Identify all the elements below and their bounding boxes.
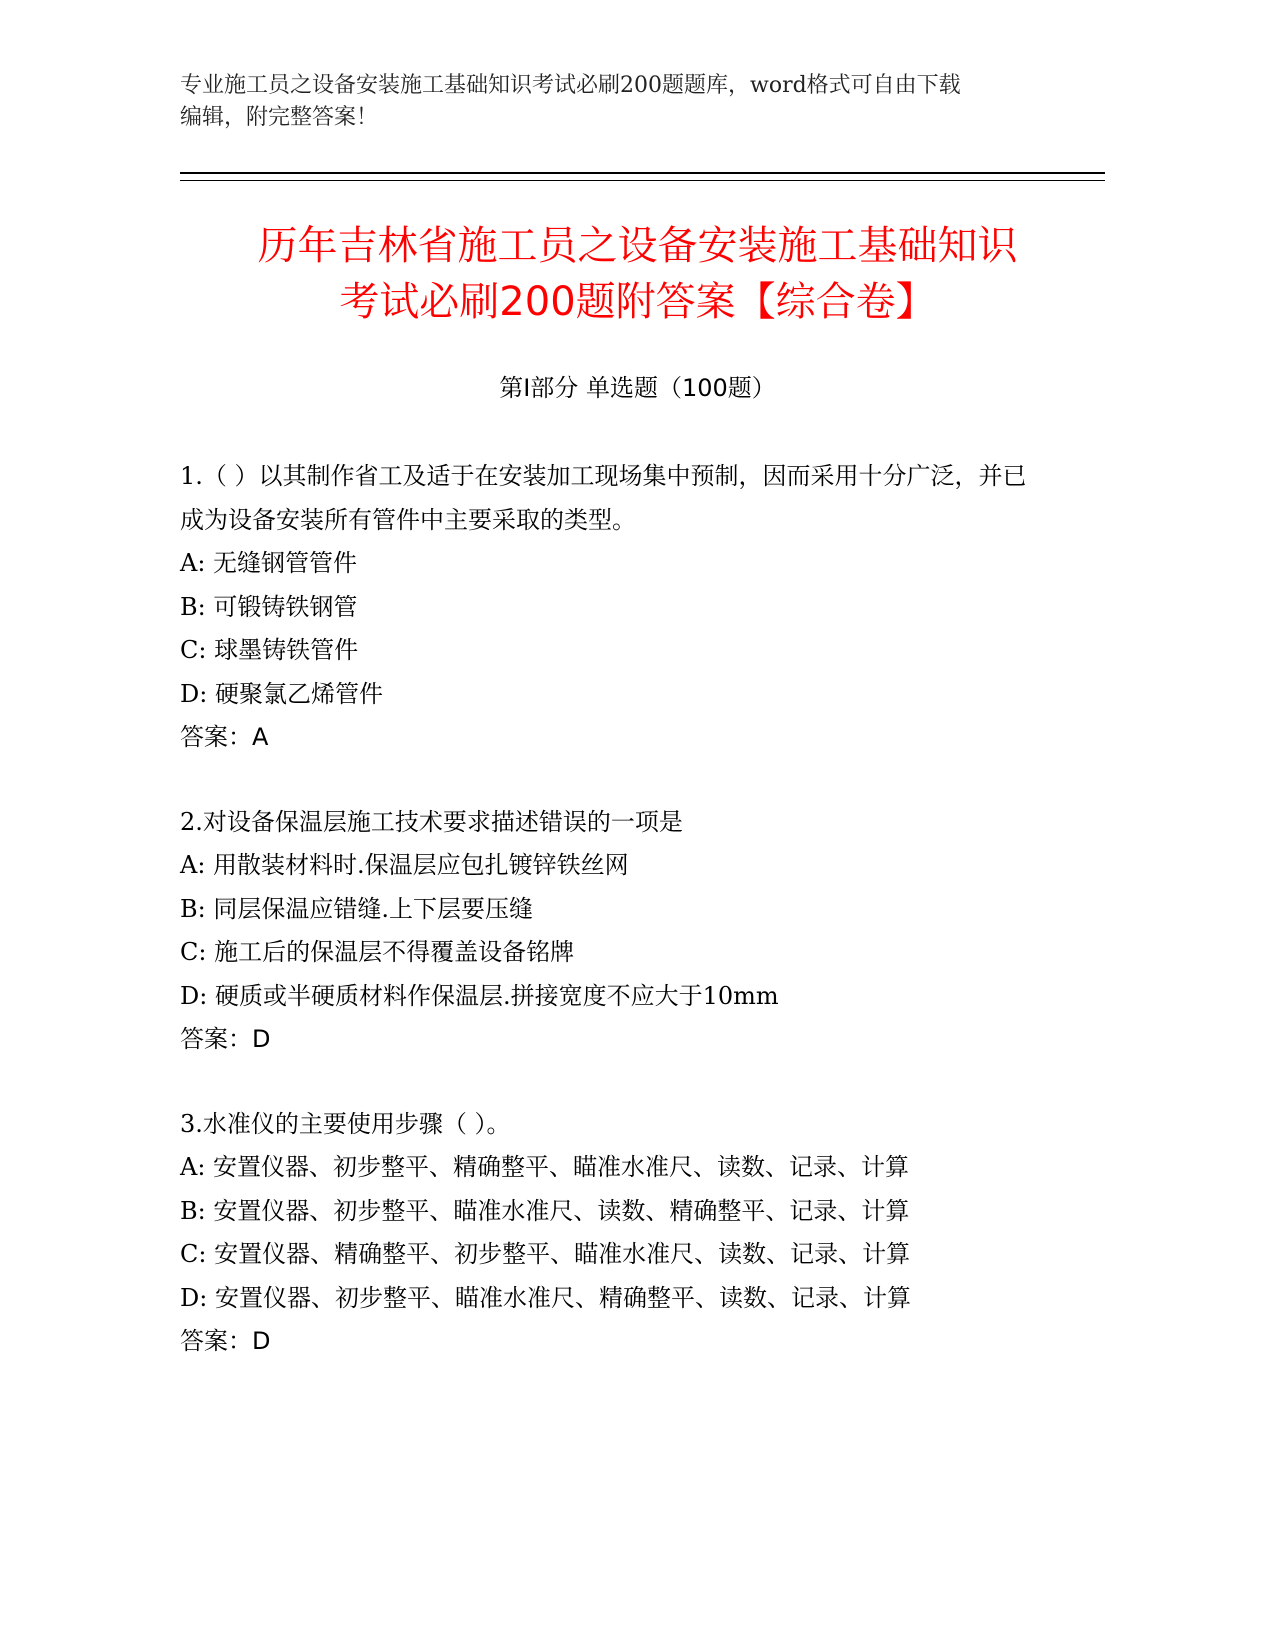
option-d: D: 硬聚氯乙烯管件 <box>180 679 383 708</box>
option-a: A: 无缝钢管管件 <box>180 549 358 577</box>
option-c: C: 施工后的保温层不得覆盖设备铭牌 <box>180 938 575 966</box>
option-c: C: 球墨铸铁管件 <box>180 636 359 664</box>
option-b: B: 安置仪器、初步整平、瞄准水准尺、读数、精确整平、记录、计算 <box>180 1196 910 1225</box>
option-d: D: 硬质或半硬质材料作保温层.拼接宽度不应大于10mm <box>180 981 779 1010</box>
option-c: C: 安置仪器、精确整平、初步整平、瞄准水准尺、读数、记录、计算 <box>180 1240 911 1268</box>
header-line-2: 编辑，附完整答案！ <box>180 105 379 130</box>
header-line-1: 专业施工员之设备安装施工基础知识考试必刷200题题库，word格式可自由下载 <box>180 73 961 98</box>
title-line-2: 考试必刷200题附答案【综合卷】 <box>339 279 936 325</box>
question-list <box>180 455 1040 1405</box>
answer-label: 答案：D <box>180 1327 271 1355</box>
question-stem: 2.对设备保温层施工技术要求描述错误的一项是 <box>180 807 683 836</box>
option-a: A: 用散装材料时.保温层应包扎镀锌铁丝网 <box>180 851 629 879</box>
question-block <box>180 455 1040 760</box>
answer-label: 答案：A <box>180 723 269 751</box>
answer-label: 答案：D <box>180 1025 271 1053</box>
question-block <box>180 801 1040 1062</box>
header-rule-thin <box>180 180 1105 181</box>
question-block <box>180 1103 1040 1364</box>
document-title <box>140 218 1135 330</box>
page-header <box>180 70 1060 134</box>
option-b: B: 可锻铸铁钢管 <box>180 592 358 621</box>
question-stem: 1.（ ）以其制作省工及适于在安装加工现场集中预制，因而采用十分广泛，并已成为设备安装所有管件中主要采取的类型。 <box>180 462 1027 534</box>
section-heading: 第I部分 单选题（100题） <box>499 374 776 402</box>
title-line-1: 历年吉林省施工员之设备安装施工基础知识 <box>257 223 1018 269</box>
option-b: B: 同层保温应错缝.上下层要压缝 <box>180 894 533 923</box>
header-rule-thick <box>180 172 1105 174</box>
option-a: A: 安置仪器、初步整平、精确整平、瞄准水准尺、读数、记录、计算 <box>180 1153 910 1181</box>
option-d: D: 安置仪器、初步整平、瞄准水准尺、精确整平、读数、记录、计算 <box>180 1283 911 1312</box>
question-stem: 3.水准仪的主要使用步骤（ ）。 <box>180 1109 511 1138</box>
